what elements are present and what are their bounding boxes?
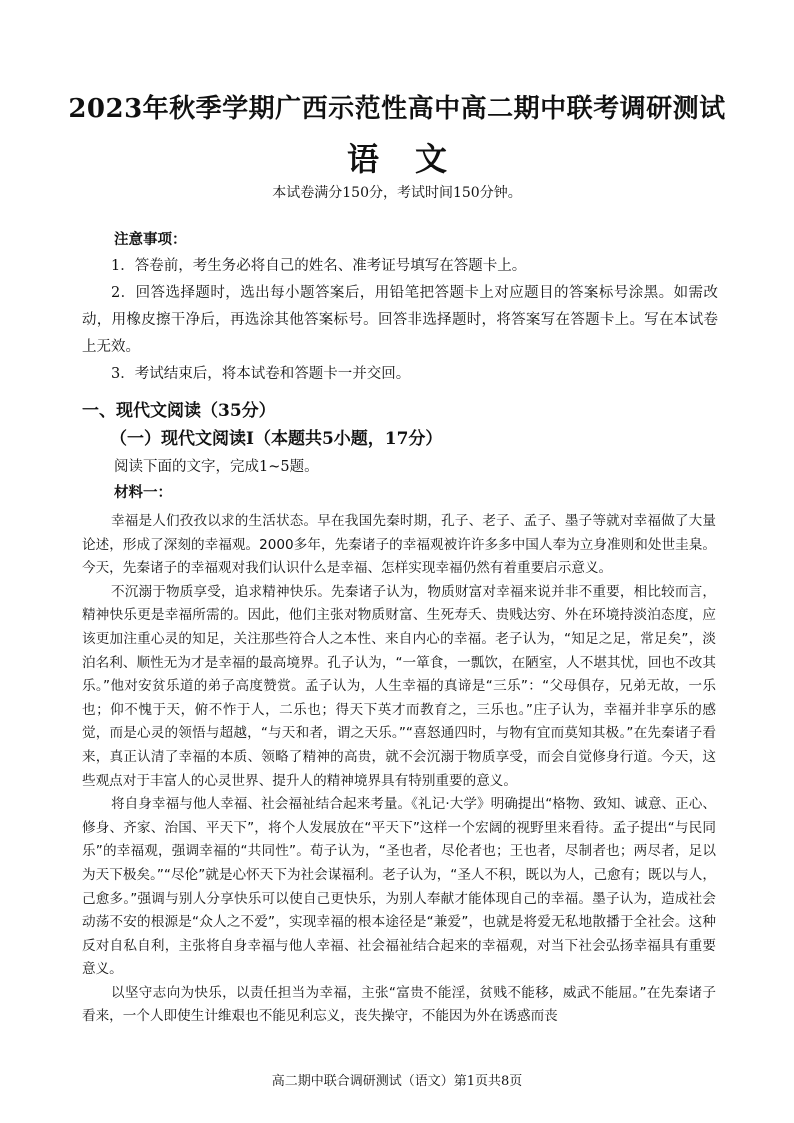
page-footer: 高二期中联合调研测试（语文）第1页共8页 — [271, 1074, 523, 1089]
notes-block — [82, 226, 718, 388]
subject-title: 语文 — [346, 140, 483, 178]
article-paragraph: 将自身幸福与他人幸福、社会福祉结合起来考量。《礼记·大学》明确提出“格物、致知、诚意、正心、修身、齐家、治国、平天下”，将个人发展放在“平天下”这样一个宏阔的视野里来看待。孟子提出“与民同乐”的幸福观，强调幸福的“共同性”。荀子认为，“圣也者，尽伦者也；王也者，尽制者也；两尽者，足以为天下极矣。”“尽伦”就是心怀天下为社会谋福利。老子认为，“圣人不积，既以为人，己愈有；既以与人，己愈多。”强调与别人分享快乐可以使自己更快乐，为别人奉献才能体现自己的幸福。墨子认为，造成社会动荡不安的根源是“众人之不爱”，实现幸福的根本途径是“兼爱”，也就是将爱无私地散播于全社会。这种反对自私自利，主张将自身幸福与他人幸福、社会福祉结合起来的幸福观，对当下社会弘扬幸福具有重要意义。 — [82, 796, 716, 978]
exam-title: 2023年秋季学期广西示范性高中高二期中联考调研测试 — [68, 94, 726, 124]
article-paragraph: 以坚守志向为快乐，以责任担当为幸福，主张“富贵不能淫，贫贱不能移，威武不能屈。”在先秦诸子看来，一个人即使生计维艰也不能见利忘义，丧失操守，不能因为外在诱惑而丧 — [82, 984, 716, 1025]
section-heading: 一、现代文阅读（35分） — [82, 401, 276, 421]
reading-instruction: 阅读下面的文字，完成1~5题。 — [114, 459, 319, 475]
article-paragraph: 不沉溺于物质享受，追求精神快乐。先秦诸子认为，物质财富对幸福来说并非不重要，相比较而言，精神快乐更是幸福所需的。因此，他们主张对物质财富、生死寿夭、贵贱达穷、外在环境持淡泊态度，应该更加注重心灵的知足，关注那些符合人之本性、来自内心的幸福。老子认为，“知足之足，常足矣”，淡泊名利、顺性无为才是幸福的最高境界。孔子认为，“一箪食，一瓢饮，在陋室，人不堪其忧，回也不改其乐。”他对安贫乐道的弟子高度赞赏。孟子认为，人生幸福的真谛是“三乐”：“父母俱存，兄弟无故，一乐也；仰不愧于天，俯不怍于人，二乐也；得天下英才而教育之，三乐也。”庄子认为，幸福并非享乐的感觉，而是心灵的领悟与超越，“与天和者，谓之天乐。”“喜怒通四时，与物有宜而莫知其极。”在先秦诸子看来，真正认清了幸福的本质、领略了精神的高贵，就不会沉溺于物质享受，而会自觉修身行道。今天，这些观点对于丰富人的心灵世界、提升人的精神境界具有特别重要的意义。 — [82, 583, 716, 789]
notes-heading: 注意事项： — [114, 231, 187, 248]
material-label: 材料一： — [114, 484, 172, 501]
exam-meta: 本试卷满分150分，考试时间150分钟。 — [272, 185, 522, 201]
notes-item: 1．答卷前，考生务必将自己的姓名、准考证号填写在答题卡上。 — [111, 258, 527, 274]
reading-article — [82, 510, 716, 1029]
notes-item: 2．回答选择题时，选出每小题答案后，用铅笔把答题卡上对应题目的答案标号涂黑。如需改动，用橡皮擦干净后，再选涂其他答案标号。回答非选择题时，将答案写在答题卡上。写在本试卷上无效。 — [82, 285, 718, 355]
notes-item: 3．考试结束后，将本试卷和答题卡一并交回。 — [111, 366, 411, 382]
article-paragraph: 幸福是人们孜孜以求的生活状态。早在我国先秦时期，孔子、老子、孟子、墨子等就对幸福做了大量论述，形成了深刻的幸福观。2000多年，先秦诸子的幸福观被许许多多中国人奉为立身准则和处世圭臬。今天，先秦诸子的幸福观对我们认识什么是幸福、怎样实现幸福仍然有着重要启示意义。 — [82, 513, 716, 577]
subsection-heading: （一）现代文阅读Ⅰ（本题共5小题，17分） — [110, 429, 443, 449]
